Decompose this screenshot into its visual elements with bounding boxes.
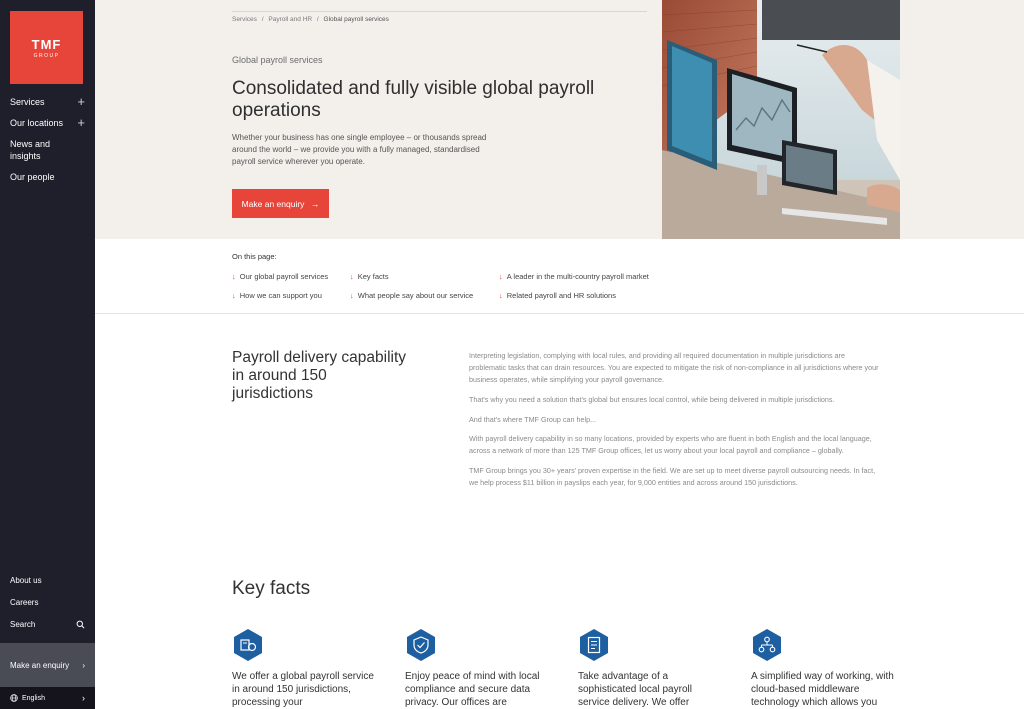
anchor-link-label: How we can support you [239, 291, 322, 300]
about-us-label: About us [10, 575, 42, 585]
page-title: Consolidated and fully visible global payroll operations [232, 78, 595, 121]
plus-icon[interactable]: + [77, 94, 85, 109]
language-selector[interactable] [0, 687, 95, 709]
capability-paragraph: That's why you need a solution that's global but ensures local control, while being delivered in multiple jurisdictions. [469, 394, 835, 404]
capability-paragraph: And that's where TMF Group can help... [469, 414, 597, 424]
nav-item-services[interactable] [10, 96, 85, 108]
key-facts-heading: Key facts [232, 578, 311, 599]
globe-icon [10, 694, 18, 702]
hero-image [662, 0, 900, 239]
anchor-link-leader-market[interactable] [499, 272, 649, 281]
sidebar-bottom-links [10, 574, 85, 640]
arrow-down-icon: ↓ [350, 291, 354, 300]
capability-paragraph: Interpreting legislation, complying with local rules, and providing all required documentation in multiple jurisdictions are problematic tasks that can drain resources. You are expected to mitigate the risk of non-compliance in all jurisdictions where your business operates, while simplifying your payroll governance. [469, 351, 879, 384]
chevron-right-icon: › [82, 693, 85, 703]
search-label: Search [10, 619, 36, 629]
breadcrumb-services[interactable]: Services [232, 16, 257, 23]
breadcrumb-separator: / [261, 16, 264, 23]
sidebar-enquiry-label: Make an enquiry [10, 660, 70, 670]
language-label: English [22, 694, 45, 702]
hero-description: Whether your business has one single employee – or thousands spread around the world – we provide you with a fully managed, standardised payroll service wherever you operate. [232, 133, 487, 166]
tmf-logo[interactable] [10, 11, 83, 84]
breadcrumb-payroll-hr[interactable]: Payroll and HR [268, 16, 313, 23]
breadcrumb-separator: / [316, 16, 319, 23]
nav-item-label: Services [10, 97, 45, 107]
key-fact-text: Take advantage of a sophisticated local payroll service delivery. We offer [578, 671, 692, 708]
search-link[interactable] [10, 618, 85, 630]
key-fact-text: We offer a global payroll service in around 150 jurisdictions, processing your [232, 671, 374, 708]
anchor-link-label: What people say about our service [357, 291, 474, 300]
make-enquiry-button[interactable] [232, 189, 329, 218]
arrow-down-icon: ↓ [232, 291, 236, 300]
anchor-link-related-solutions[interactable] [499, 291, 616, 300]
capability-paragraph: TMF Group brings you 30+ years' proven expertise in the field. We are set up to meet diverse payroll outsourcing needs. In fact, we help process $11 billion in payslips each year, for 9,000 entities and across around 150 jurisdictions. [469, 466, 876, 488]
logo-main: TMF [31, 36, 62, 52]
nav-item-our-locations[interactable] [10, 117, 85, 129]
nav-item-label: News and insights [10, 139, 51, 161]
breadcrumb [232, 11, 647, 23]
anchor-link-testimonials[interactable] [350, 291, 473, 300]
arrow-down-icon: ↓ [499, 272, 503, 281]
sidebar-enquiry-button[interactable] [0, 643, 95, 687]
logo-sub: GROUP [33, 52, 60, 59]
key-fact-text: A simplified way of working, with cloud-based middleware technology which allows you [751, 671, 894, 708]
breadcrumb-current: Global payroll services [323, 16, 389, 23]
shield-check-icon [405, 628, 437, 662]
anchor-link-label: Our global payroll services [239, 272, 329, 281]
arrow-right-icon: › [82, 660, 85, 670]
on-this-page-label: On this page: [232, 252, 277, 261]
main-nav [10, 96, 85, 192]
about-us-link[interactable] [10, 574, 85, 586]
sidebar [0, 0, 95, 709]
network-icon [751, 628, 783, 662]
nav-item-news-and-insights[interactable] [10, 138, 85, 162]
capability-paragraph: With payroll delivery capability in so many locations, provided by experts who are fluent in both English and the local language, across a network of more than 125 TMF Group offices, let us worry about your local payroll and compliance – globally. [469, 434, 872, 456]
document-icon [578, 628, 610, 662]
hero-eyebrow: Global payroll services [232, 55, 323, 65]
anchor-link-label: A leader in the multi-country payroll market [506, 272, 649, 281]
arrow-down-icon: ↓ [232, 272, 236, 281]
on-this-page-section [95, 239, 1024, 314]
plus-icon[interactable]: + [77, 115, 85, 130]
capability-body [469, 350, 884, 497]
anchor-link-key-facts[interactable] [350, 272, 389, 281]
nav-item-our-people[interactable] [10, 171, 85, 183]
anchor-link-label: Key facts [357, 272, 389, 281]
payroll-icon [232, 628, 264, 662]
careers-label: Careers [10, 597, 39, 607]
nav-item-label: Our locations [10, 118, 64, 128]
anchor-link-how-we-support[interactable] [232, 291, 322, 300]
arrow-right-icon: → [310, 198, 320, 209]
careers-link[interactable] [10, 596, 85, 608]
arrow-down-icon: ↓ [499, 291, 503, 300]
capability-heading: Payroll delivery capability in around 150 jurisdictions [232, 349, 407, 402]
search-icon [76, 620, 85, 629]
key-fact-text: Enjoy peace of mind with local compliance and secure data privacy. Our offices are [405, 671, 540, 708]
make-enquiry-label: Make an enquiry [241, 198, 305, 209]
arrow-down-icon: ↓ [350, 272, 354, 281]
anchor-link-label: Related payroll and HR solutions [506, 291, 616, 300]
nav-item-label: Our people [10, 172, 55, 182]
anchor-link-global-payroll-services[interactable] [232, 272, 328, 281]
